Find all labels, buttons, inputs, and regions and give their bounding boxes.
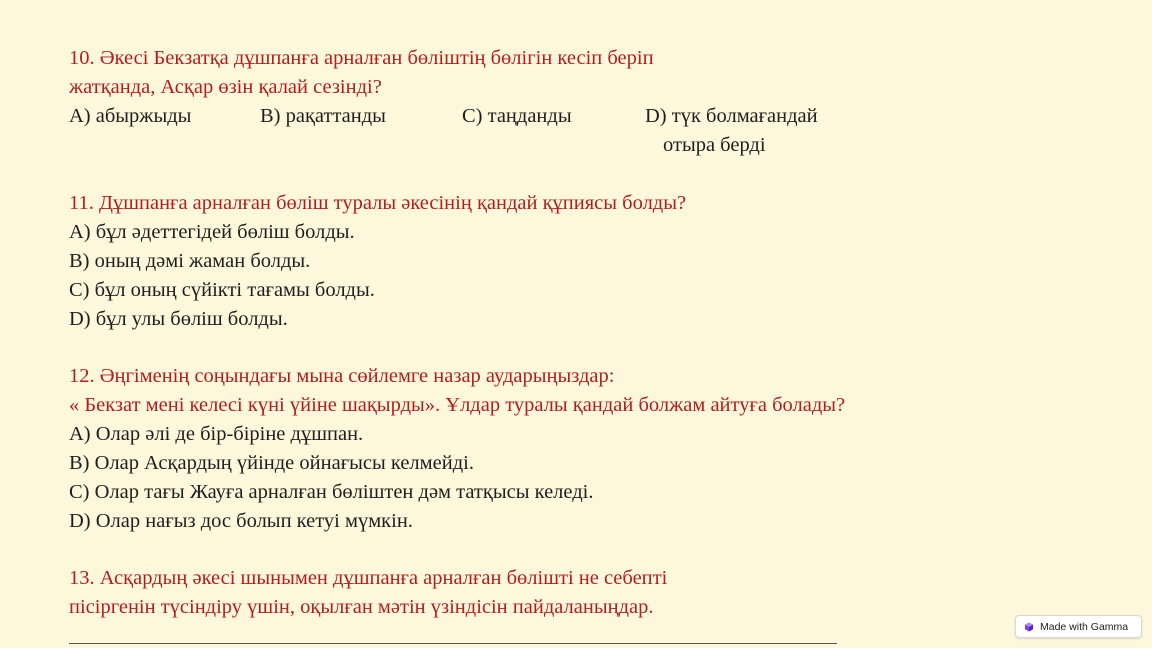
question-12-option-d: D) Олар нағыз дос болып кетуі мүмкін. [69, 510, 413, 532]
question-11-option-a: А) бұл әдеттегідей бөліш болды. [69, 221, 355, 243]
question-12-line-2: « Бекзат мені келесі күні үйіне шақырды». Ұлдар туралы қандай болжам айтуға болады? [69, 394, 846, 416]
question-13-line-1: 13. Асқардың әкесі шынымен дұшпанға арналған бөлішті не себепті [69, 567, 668, 589]
gamma-logo-icon [1024, 622, 1034, 632]
question-12-option-c: С) Олар тағы Жауға арналған бөліштен дәм татқысы келеді. [69, 481, 594, 503]
question-11-option-c: С) бұл оның сүйікті тағамы болды. [69, 279, 375, 301]
question-10-option-b: В) рақаттанды [260, 105, 386, 127]
question-10-option-c: С) таңданды [462, 105, 572, 127]
question-10-option-a: А) абыржыды [69, 105, 192, 127]
made-with-gamma-label: Made with Gamma [1040, 620, 1129, 633]
question-10-option-d: D) түк болмағандай [645, 105, 818, 127]
question-11: 11. Дұшпанға арналған бөліш туралы әкесінің қандай құпиясы болды? [69, 192, 687, 214]
answer-line [69, 643, 837, 644]
question-11-option-d: D) бұл улы бөліш болды. [69, 308, 288, 330]
question-13-line-2: пісіргенін түсіндіру үшін, оқылған мәтін үзіндісін пайдаланыңдар. [69, 596, 654, 618]
made-with-gamma-badge[interactable] [1015, 615, 1142, 638]
question-12-option-b: В) Олар Асқардың үйінде ойнағысы келмейді. [69, 452, 474, 474]
question-10-line-1: 10. Әкесі Бекзатқа дұшпанға арналған бөліштің бөлігін кесіп беріп [69, 47, 654, 69]
question-12-line-1: 12. Әңгіменің соңындағы мына сөйлемге назар аударыңыздар: [69, 365, 615, 387]
question-12-option-a: А) Олар әлі де бір-біріне дұшпан. [69, 423, 364, 445]
question-10-line-2: жатқанда, Асқар өзін қалай сезінді? [69, 76, 382, 98]
question-11-option-b: В) оның дәмі жаман болды. [69, 250, 311, 272]
question-10-option-d-continued: отыра берді [663, 134, 766, 156]
